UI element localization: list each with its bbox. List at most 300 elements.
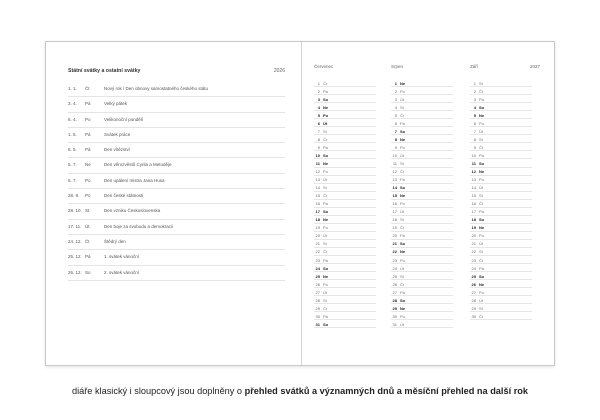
day-weekday: Ne xyxy=(323,273,329,279)
day-row xyxy=(470,216,532,224)
day-number: 2 xyxy=(317,88,320,94)
day-number: 28 xyxy=(471,297,476,303)
holiday-row xyxy=(68,250,285,265)
day-number: 20 xyxy=(471,233,476,239)
day-row xyxy=(470,272,532,280)
day-row xyxy=(391,304,453,312)
holiday-row xyxy=(68,113,285,128)
day-number: 29 xyxy=(392,305,397,311)
day-number: 13 xyxy=(471,177,476,183)
day-number: 7 xyxy=(394,128,397,134)
day-number: 22 xyxy=(471,249,476,255)
day-number: 8 xyxy=(473,136,476,142)
holiday-date: 1. 1. xyxy=(68,86,77,91)
day-weekday: So xyxy=(400,185,406,191)
day-weekday: Pá xyxy=(323,144,328,150)
holiday-row xyxy=(68,82,285,97)
holidays-header xyxy=(68,68,285,78)
day-row xyxy=(470,103,532,111)
day-row xyxy=(314,320,376,328)
overview-year: 2027 xyxy=(529,64,540,69)
day-number: 29 xyxy=(471,305,476,311)
day-number: 22 xyxy=(315,249,320,255)
holiday-row xyxy=(68,189,285,204)
holiday-row xyxy=(68,97,285,112)
day-row xyxy=(391,272,453,280)
day-number: 6 xyxy=(473,120,476,126)
day-weekday: Pá xyxy=(323,257,328,263)
day-weekday: Út xyxy=(479,185,483,191)
day-weekday: Ne xyxy=(400,305,406,311)
day-weekday: St xyxy=(479,80,483,86)
day-row xyxy=(391,216,453,224)
day-weekday: So xyxy=(323,209,329,215)
day-weekday: St xyxy=(479,249,483,255)
month-days xyxy=(391,79,453,328)
day-weekday: Po xyxy=(323,169,328,175)
day-row xyxy=(391,143,453,151)
day-number: 26 xyxy=(471,281,476,287)
day-row xyxy=(314,240,376,248)
day-number: 17 xyxy=(392,209,397,215)
day-row xyxy=(470,224,532,232)
day-number: 16 xyxy=(315,201,320,207)
day-number: 28 xyxy=(392,297,397,303)
holiday-weekday: Pá xyxy=(85,131,91,137)
day-row xyxy=(470,264,532,272)
day-weekday: Po xyxy=(400,144,405,150)
day-weekday: So xyxy=(479,160,485,166)
holiday-weekday: Po xyxy=(85,193,91,199)
day-number: 1 xyxy=(473,80,476,86)
day-row xyxy=(391,264,453,272)
holiday-name: Den vítězství xyxy=(104,147,131,153)
day-weekday: Pá xyxy=(323,88,328,94)
day-row xyxy=(314,248,376,256)
holiday-weekday: Pá xyxy=(85,254,91,260)
day-row xyxy=(314,192,376,200)
day-weekday: Čt xyxy=(400,225,404,231)
day-weekday: Po xyxy=(323,281,328,287)
holiday-row xyxy=(68,143,285,158)
day-number: 15 xyxy=(315,193,320,199)
next-year-overview-page xyxy=(302,42,556,365)
day-row xyxy=(470,168,532,176)
day-number: 16 xyxy=(392,201,397,207)
day-number: 24 xyxy=(392,265,397,271)
holiday-name: Den upálení mistra Jana Husa xyxy=(104,177,165,183)
day-weekday: Po xyxy=(400,88,405,94)
day-weekday: Čt xyxy=(323,249,327,255)
day-row xyxy=(314,296,376,304)
day-weekday: Út xyxy=(323,120,328,126)
day-weekday: Út xyxy=(323,177,327,183)
day-weekday: Pá xyxy=(400,177,405,183)
day-number: 21 xyxy=(471,241,476,247)
day-number: 5 xyxy=(394,112,397,118)
holiday-name: Svátek práce xyxy=(104,131,131,137)
day-row xyxy=(470,304,532,312)
day-weekday: Út xyxy=(400,265,404,271)
holiday-row xyxy=(68,174,285,189)
holiday-date: 28. 9. xyxy=(68,193,80,199)
day-row xyxy=(391,135,453,143)
day-row xyxy=(314,200,376,208)
month-column xyxy=(470,64,532,320)
day-row xyxy=(391,208,453,216)
holiday-weekday: So xyxy=(85,269,91,275)
day-number: 9 xyxy=(394,144,397,150)
day-number: 27 xyxy=(471,289,476,295)
day-number: 22 xyxy=(392,249,397,255)
holiday-row xyxy=(68,220,285,235)
day-weekday: Po xyxy=(400,201,405,207)
day-row xyxy=(314,111,376,119)
day-number: 17 xyxy=(471,209,476,215)
day-row xyxy=(391,79,453,87)
day-number: 11 xyxy=(392,160,397,166)
day-row xyxy=(391,312,453,320)
day-weekday: Čt xyxy=(323,193,327,199)
day-row xyxy=(391,256,453,264)
day-weekday: So xyxy=(323,96,329,102)
day-number: 11 xyxy=(471,160,476,166)
day-number: 17 xyxy=(315,209,320,215)
day-row xyxy=(314,304,376,312)
day-number: 5 xyxy=(317,112,320,118)
day-row xyxy=(314,312,376,320)
day-number: 27 xyxy=(315,289,320,295)
day-number: 7 xyxy=(317,128,320,134)
day-row xyxy=(314,224,376,232)
holiday-weekday: Pá xyxy=(85,101,91,107)
day-number: 9 xyxy=(317,144,320,150)
day-weekday: Pá xyxy=(400,233,405,239)
day-number: 6 xyxy=(317,120,320,126)
day-weekday: So xyxy=(323,152,329,158)
day-number: 20 xyxy=(392,233,397,239)
day-row xyxy=(391,159,453,167)
holiday-name: Nový rok / Den obnovy samostatného českého státu xyxy=(104,86,209,91)
day-number: 26 xyxy=(315,281,320,287)
day-weekday: Po xyxy=(479,289,484,295)
day-number: 14 xyxy=(471,185,476,191)
day-weekday: Pá xyxy=(479,265,484,271)
day-row xyxy=(470,135,532,143)
day-weekday: Út xyxy=(479,128,483,134)
day-row xyxy=(391,192,453,200)
day-row xyxy=(314,272,376,280)
day-number: 14 xyxy=(315,185,320,191)
holiday-weekday: St xyxy=(85,208,90,214)
day-number: 19 xyxy=(471,225,476,231)
day-row xyxy=(391,176,453,184)
day-row xyxy=(314,208,376,216)
day-weekday: Čt xyxy=(323,136,327,142)
day-number: 18 xyxy=(315,217,320,223)
day-row xyxy=(391,240,453,248)
day-number: 12 xyxy=(471,169,476,175)
day-row xyxy=(470,280,532,288)
day-weekday: St xyxy=(323,297,327,303)
day-weekday: St xyxy=(479,193,483,199)
day-row xyxy=(391,87,453,95)
day-row xyxy=(470,87,532,95)
day-number: 8 xyxy=(317,136,320,142)
day-weekday: Čt xyxy=(400,281,404,287)
day-row xyxy=(314,79,376,87)
day-row xyxy=(314,127,376,135)
day-weekday: Pá xyxy=(400,120,405,126)
day-row xyxy=(470,312,532,320)
planner-spread xyxy=(45,41,555,366)
day-number: 10 xyxy=(315,152,320,158)
holiday-date: 17. 11. xyxy=(68,223,82,229)
holiday-name: Den české státnosti xyxy=(104,193,144,199)
day-weekday: Po xyxy=(400,313,405,319)
day-weekday: Út xyxy=(323,289,327,295)
day-row xyxy=(314,232,376,240)
day-number: 30 xyxy=(315,313,320,319)
day-number: 4 xyxy=(394,104,397,110)
day-number: 26 xyxy=(392,281,397,287)
day-weekday: Po xyxy=(479,120,484,126)
holiday-name: Den vzniku Československa xyxy=(104,208,161,214)
day-number: 14 xyxy=(392,185,397,191)
day-row xyxy=(391,224,453,232)
holidays-list xyxy=(68,82,285,281)
day-weekday: Ne xyxy=(400,249,406,255)
day-weekday: So xyxy=(479,273,485,279)
day-weekday: Čt xyxy=(323,305,327,311)
day-number: 25 xyxy=(315,273,320,279)
day-row xyxy=(391,232,453,240)
day-row xyxy=(470,143,532,151)
day-row xyxy=(470,240,532,248)
day-number: 27 xyxy=(392,289,397,295)
day-weekday: Čt xyxy=(479,313,483,319)
holiday-name: Den věrozvěstů Cyrila a Metoděje xyxy=(104,162,172,168)
month-name: Září xyxy=(470,64,479,69)
day-weekday: Po xyxy=(479,233,484,239)
day-row xyxy=(391,280,453,288)
day-weekday: Čt xyxy=(479,88,483,94)
day-weekday: Ne xyxy=(400,136,406,142)
day-weekday: Po xyxy=(323,112,329,118)
day-number: 7 xyxy=(473,128,476,134)
day-number: 30 xyxy=(471,313,476,319)
day-weekday: Ne xyxy=(479,281,485,287)
holiday-row xyxy=(68,266,285,281)
day-number: 19 xyxy=(392,225,397,231)
day-weekday: So xyxy=(479,217,485,223)
day-number: 12 xyxy=(392,169,397,175)
day-row xyxy=(470,232,532,240)
day-number: 3 xyxy=(473,96,476,102)
day-row xyxy=(314,87,376,95)
holiday-date: 8. 5. xyxy=(68,147,77,153)
day-number: 13 xyxy=(392,177,397,183)
day-row xyxy=(470,296,532,304)
day-row xyxy=(314,256,376,264)
day-row xyxy=(391,288,453,296)
day-weekday: So xyxy=(479,104,485,110)
holiday-date: 28. 10. xyxy=(68,208,82,214)
day-row xyxy=(314,103,376,111)
day-row xyxy=(470,256,532,264)
day-weekday: St xyxy=(323,128,327,134)
holiday-weekday: Po xyxy=(85,116,91,122)
holiday-date: 5. 7. xyxy=(68,162,77,168)
day-weekday: Pá xyxy=(323,201,328,207)
holidays-title: Státní svátky a ostatní svátky xyxy=(68,68,141,74)
day-row xyxy=(470,288,532,296)
day-weekday: Ne xyxy=(323,217,329,223)
day-weekday: Pá xyxy=(479,209,484,215)
day-weekday: Ne xyxy=(400,80,406,86)
day-number: 20 xyxy=(315,233,320,239)
day-weekday: So xyxy=(323,321,329,327)
month-days xyxy=(314,79,376,328)
day-number: 3 xyxy=(394,96,397,102)
holiday-row xyxy=(68,204,285,219)
day-row xyxy=(470,208,532,216)
holidays-page xyxy=(46,42,301,365)
day-weekday: Po xyxy=(400,257,405,263)
day-weekday: So xyxy=(323,265,329,271)
day-row xyxy=(391,248,453,256)
day-row xyxy=(391,200,453,208)
day-number: 21 xyxy=(315,241,320,247)
day-row xyxy=(314,159,376,167)
day-weekday: Út xyxy=(479,297,483,303)
holiday-weekday: Po xyxy=(85,177,91,183)
day-weekday: Po xyxy=(323,225,328,231)
day-weekday: St xyxy=(400,217,404,223)
day-weekday: Čt xyxy=(479,257,483,263)
day-number: 31 xyxy=(392,321,397,327)
month-column xyxy=(314,64,376,328)
day-weekday: Čt xyxy=(400,112,404,118)
day-row xyxy=(391,119,453,127)
holiday-date: 6. 4. xyxy=(68,116,77,122)
day-number: 10 xyxy=(392,152,397,158)
day-row xyxy=(314,135,376,143)
day-weekday: St xyxy=(323,241,327,247)
holiday-row xyxy=(68,235,285,250)
day-number: 5 xyxy=(473,112,476,118)
day-number: 21 xyxy=(392,241,397,247)
day-weekday: Po xyxy=(479,177,484,183)
day-weekday: Čt xyxy=(479,144,483,150)
day-number: 18 xyxy=(392,217,397,223)
day-number: 25 xyxy=(392,273,397,279)
month-name: Srpen xyxy=(391,64,404,69)
day-row xyxy=(391,151,453,159)
day-weekday: St xyxy=(400,160,404,166)
holiday-date: 26. 12. xyxy=(68,269,82,275)
day-weekday: Ne xyxy=(479,112,485,118)
day-number: 1 xyxy=(394,80,397,86)
day-number: 2 xyxy=(473,88,476,94)
day-weekday: Ne xyxy=(400,193,406,199)
day-row xyxy=(391,296,453,304)
day-number: 29 xyxy=(315,305,320,311)
day-number: 8 xyxy=(394,136,397,142)
day-weekday: So xyxy=(400,241,406,247)
day-row xyxy=(470,176,532,184)
day-weekday: Čt xyxy=(323,80,327,86)
holiday-weekday: Út xyxy=(85,223,90,229)
day-row xyxy=(314,264,376,272)
day-row xyxy=(391,184,453,192)
day-row xyxy=(314,184,376,192)
product-caption xyxy=(0,386,600,396)
day-number: 4 xyxy=(473,104,476,110)
day-row xyxy=(314,288,376,296)
day-weekday: Út xyxy=(400,321,404,327)
day-number: 31 xyxy=(315,321,320,327)
day-row xyxy=(314,143,376,151)
day-row xyxy=(470,127,532,135)
day-weekday: Pá xyxy=(400,289,405,295)
day-row xyxy=(314,168,376,176)
day-number: 12 xyxy=(315,169,320,175)
holiday-weekday: Pá xyxy=(85,147,91,153)
day-row xyxy=(314,176,376,184)
holidays-year: 2026 xyxy=(273,68,285,74)
day-weekday: St xyxy=(479,136,483,142)
day-row xyxy=(314,95,376,103)
day-weekday: Ne xyxy=(323,104,329,110)
day-row xyxy=(470,111,532,119)
day-number: 24 xyxy=(315,265,320,271)
day-weekday: Pá xyxy=(479,96,484,102)
holiday-name: Velikonoční pondělí xyxy=(104,116,144,122)
day-number: 25 xyxy=(471,273,476,279)
holiday-date: 3. 4. xyxy=(68,101,77,107)
day-weekday: So xyxy=(400,297,406,303)
day-weekday: Út xyxy=(479,241,483,247)
day-number: 11 xyxy=(315,160,320,166)
caption-bold-text: přehled svátků a významných dnů a měsíční přehled na další rok xyxy=(244,386,528,396)
day-number: 2 xyxy=(394,88,397,94)
holiday-name: 1. svátek vánoční xyxy=(104,254,140,260)
day-number: 1 xyxy=(317,80,320,86)
day-weekday: Út xyxy=(400,96,404,102)
month-column xyxy=(391,64,453,328)
day-row xyxy=(391,127,453,135)
month-days xyxy=(470,79,532,320)
day-row xyxy=(470,79,532,87)
day-weekday: Ne xyxy=(479,225,485,231)
day-row xyxy=(391,168,453,176)
day-row xyxy=(470,200,532,208)
holiday-name: Den boje za svobodu a demokracii xyxy=(104,223,174,229)
day-number: 23 xyxy=(392,257,397,263)
caption-text: diáře klasický i sloupcový jsou doplněny o xyxy=(71,386,245,396)
holiday-weekday: Čt xyxy=(85,86,90,91)
day-row xyxy=(314,216,376,224)
day-row xyxy=(470,95,532,103)
day-number: 15 xyxy=(471,193,476,199)
day-number: 18 xyxy=(471,217,476,223)
day-number: 4 xyxy=(317,104,320,110)
day-weekday: Čt xyxy=(400,169,404,175)
day-row xyxy=(470,159,532,167)
day-weekday: Út xyxy=(400,209,404,215)
day-number: 23 xyxy=(315,257,320,263)
